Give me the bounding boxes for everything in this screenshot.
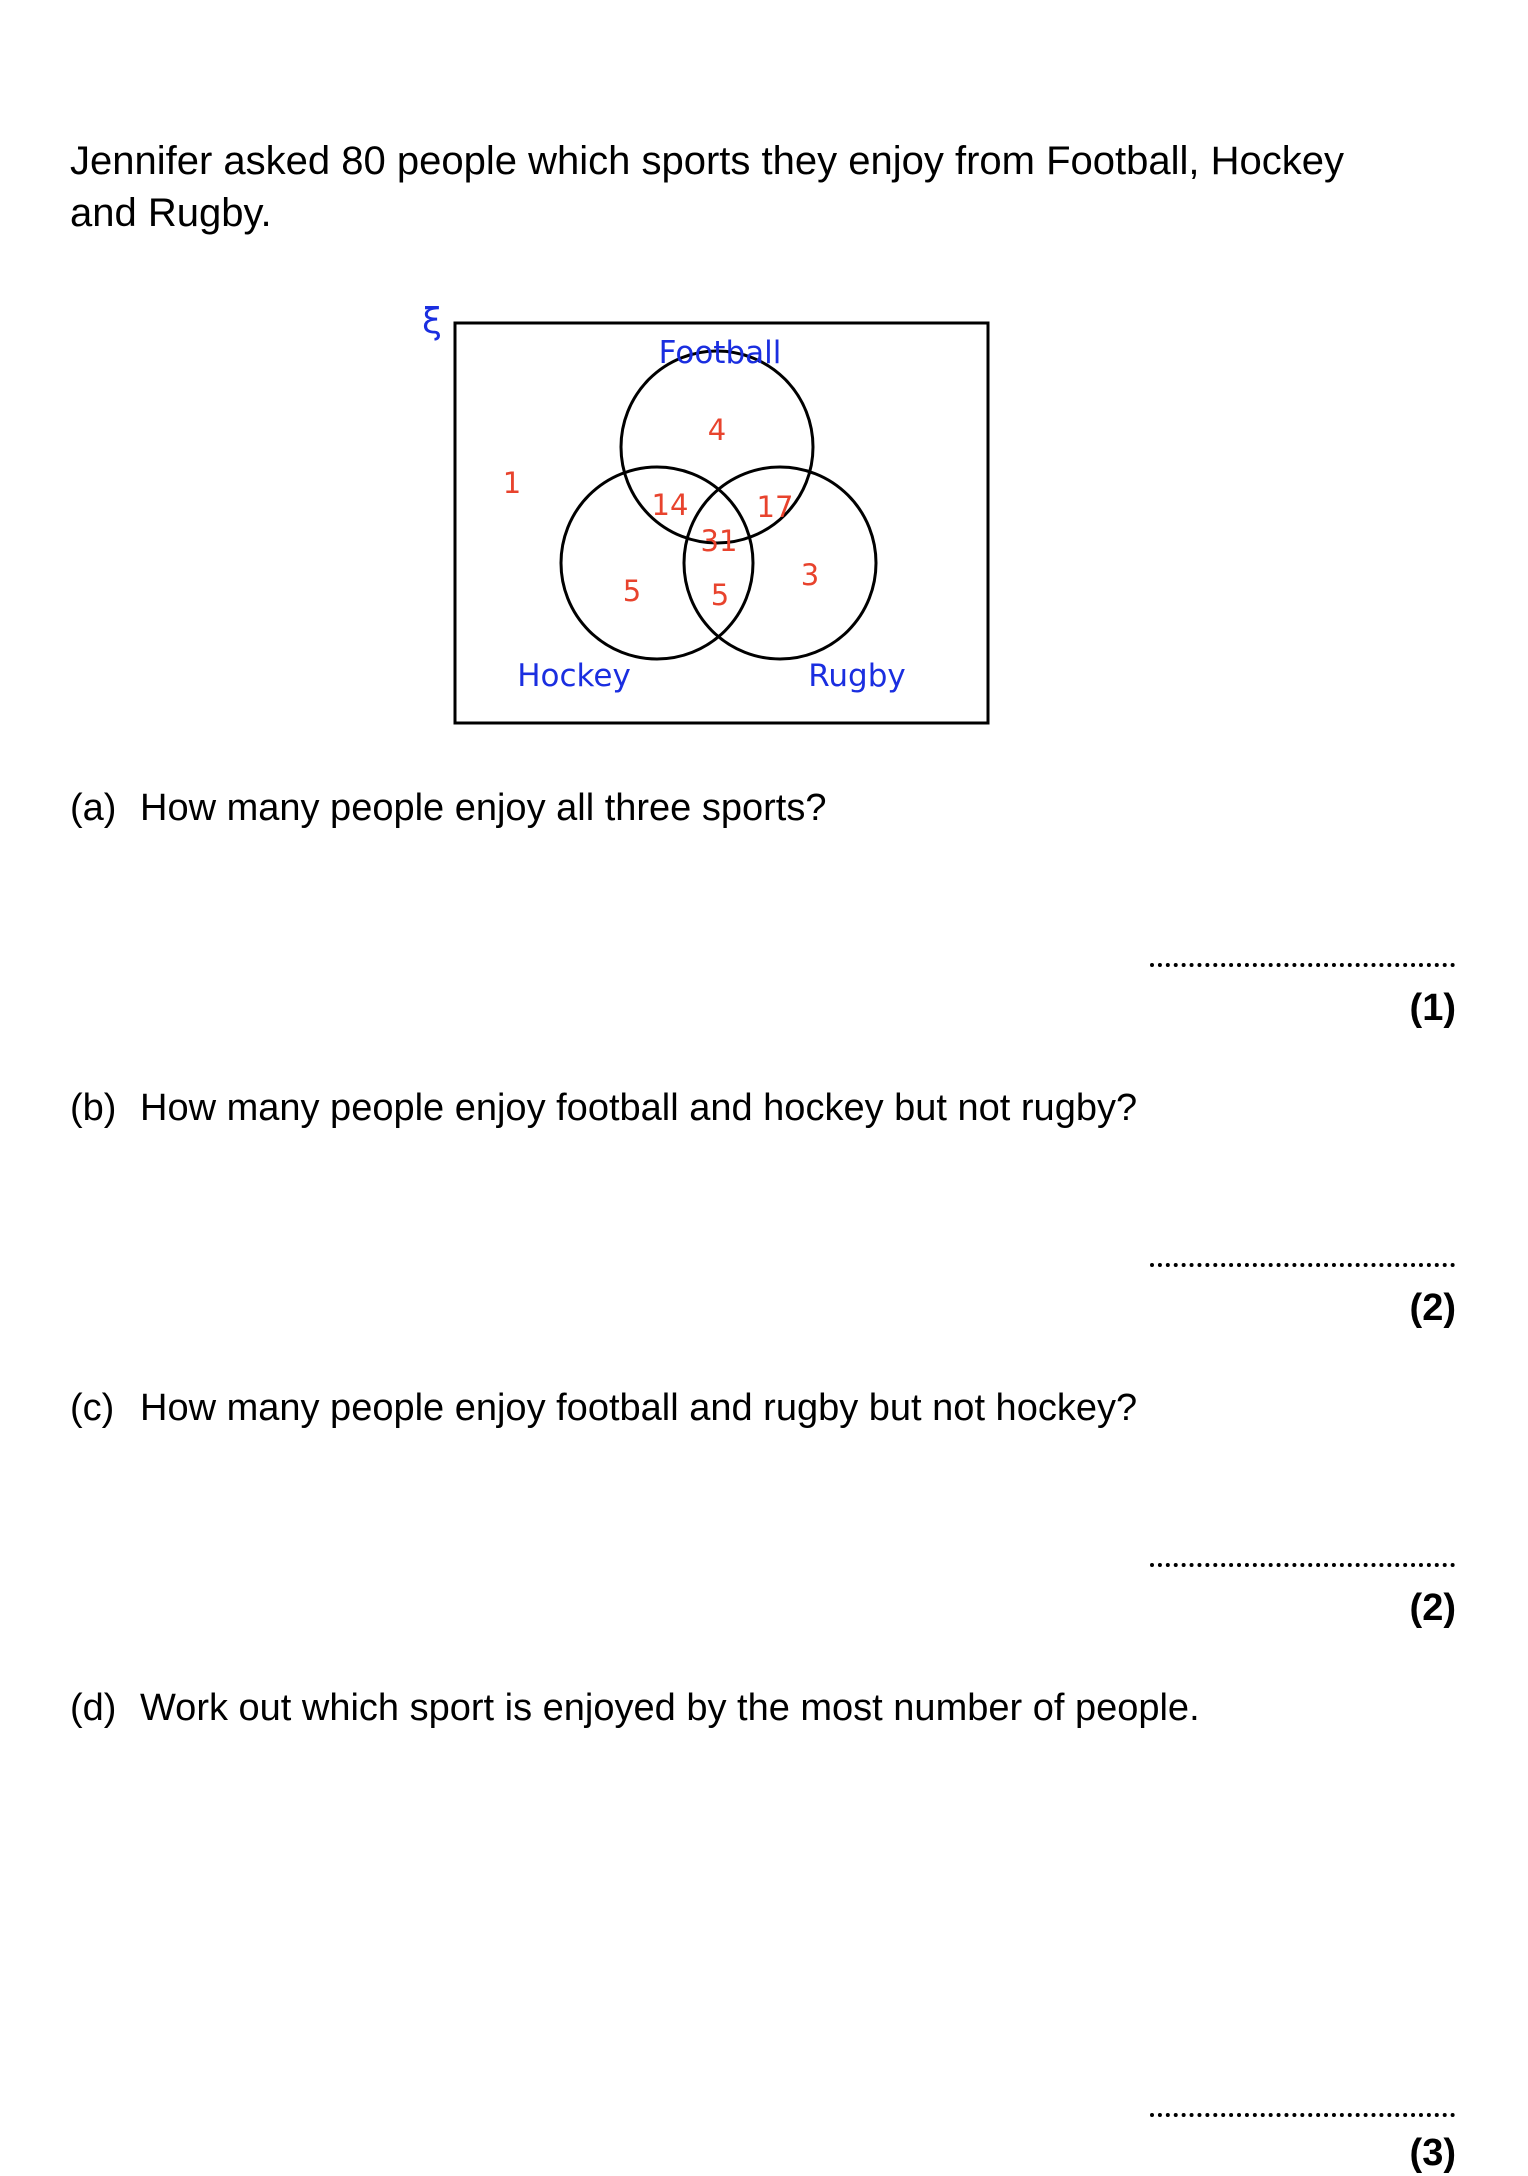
question-b <box>70 1085 1137 1131</box>
marks-c: (2) <box>1409 1587 1456 1629</box>
question-b-text: How many people enjoy football and hockey but not rugby? <box>140 1087 1138 1129</box>
answer-line-d[interactable] <box>1150 2113 1455 2117</box>
question-c-label: (c) <box>70 1387 115 1429</box>
region-hockey-only: 5 <box>622 574 642 608</box>
question-a <box>70 785 827 831</box>
answer-line-b[interactable] <box>1150 1263 1455 1267</box>
answer-line-c[interactable] <box>1150 1563 1455 1567</box>
region-football-hockey: 14 <box>651 488 689 522</box>
question-intro: Jennifer asked 80 people which sports they enjoy from Football, Hockey and Rugby. <box>70 139 1345 235</box>
football-label: Football <box>658 335 782 371</box>
question-d-label: (d) <box>70 1687 117 1729</box>
question-d <box>70 1685 1200 1731</box>
region-hockey-rugby: 5 <box>710 578 730 612</box>
rugby-label: Rugby <box>808 658 906 694</box>
question-d-text: Work out which sport is enjoyed by the most number of people. <box>140 1687 1200 1729</box>
marks-d: (3) <box>1409 2132 1456 2174</box>
answer-line-a[interactable] <box>1150 963 1455 967</box>
region-football-rugby: 17 <box>756 490 794 524</box>
region-all-three: 31 <box>700 524 738 558</box>
region-football-only: 4 <box>707 413 727 447</box>
marks-a: (1) <box>1409 987 1456 1029</box>
region-rugby-only: 3 <box>800 558 820 592</box>
question-c <box>70 1385 1137 1431</box>
question-a-text: How many people enjoy all three sports? <box>140 787 827 829</box>
venn-diagram <box>420 305 1000 735</box>
question-a-label: (a) <box>70 787 117 829</box>
question-b-label: (b) <box>70 1087 117 1129</box>
region-outside: 1 <box>502 466 522 500</box>
universal-set-symbol: ξ <box>421 305 443 342</box>
hockey-label: Hockey <box>517 658 631 694</box>
marks-b: (2) <box>1409 1287 1456 1329</box>
question-c-text: How many people enjoy football and rugby but not hockey? <box>140 1387 1138 1429</box>
